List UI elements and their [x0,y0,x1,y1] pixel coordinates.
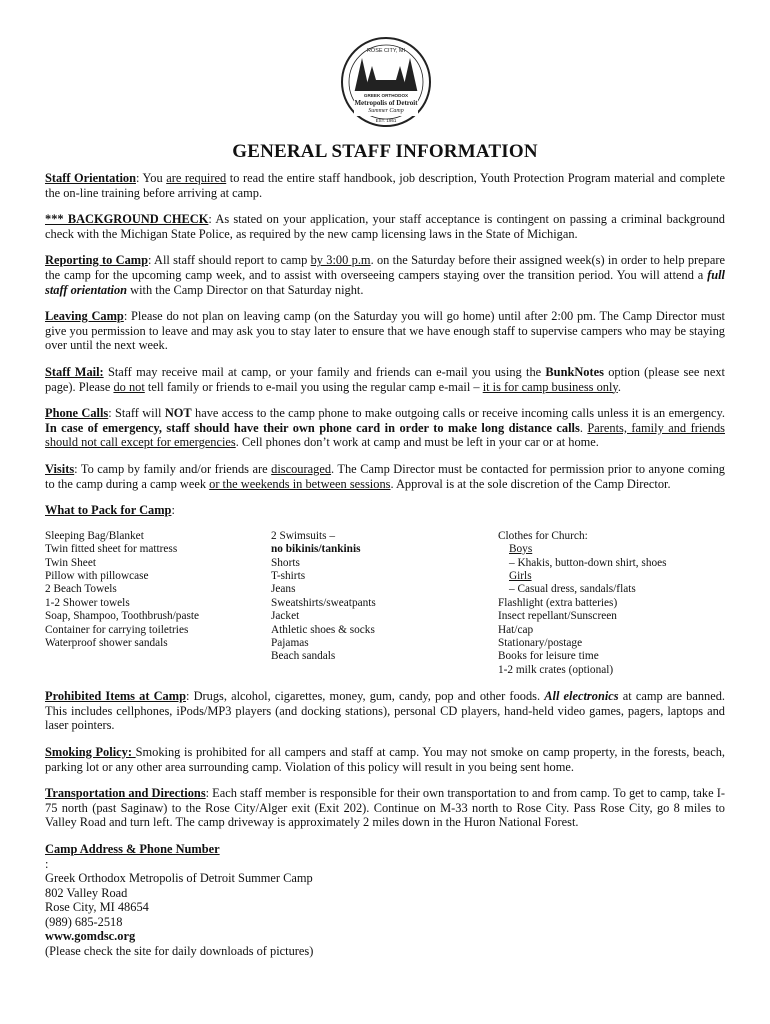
transport-paragraph: Transportation and Directions: Each staff member is responsible for their own transportation to and from camp. To get to camp, take I-75 north (past Saginaw) to the Rose City/Alger exit (Exit 202). Continue on M-33 north to Rose City. Pass Rose City, go 8 miles to Valley Road and turn left. The camp driveway is approximately 2 miles down in the Huron National Forest. [45,786,725,830]
list-item: Flashlight (extra batteries) [498,596,618,609]
pack-column-2 [271,530,498,677]
list-item: Girls – Casual dress, sandals/flats [509,569,636,596]
phone-number: (989) 685-2518 [45,914,123,929]
list-item: Pillow with pillowcase [45,569,149,582]
list-item: Clothes for Church: [498,529,588,542]
mail-paragraph: Staff Mail: Staff may receive mail at camp, or your family and friends can e-mail you using the BunkNotes option (please see next page). Please do not tell family or friends to e-mail you using the regular camp e-mail – it is for camp business only. [45,364,725,394]
list-item: Books for leisure time [498,650,599,663]
logo-top-text: ROSE CITY, MI [366,48,406,54]
list-item: Jacket [271,610,300,623]
list-item: Stationary/postage [498,636,583,649]
leaving-paragraph: Leaving Camp: Please do not plan on leaving camp (on the Saturday you will go home) until after 2:00 pm. The Camp Director must give you permission to leave and may ask you to stay later to ensure that we have enough staff to supervise campers who may be staying over until the next week. [45,309,725,353]
visits-paragraph: Visits: To camp by family and/or friends are discouraged. The Camp Director must be contacted for permission prior to anyone coming to the camp during a camp week or the weekends in between sessions. Approval is at the sole discretion of the Camp Director. [45,461,725,491]
leaving-label: Leaving Camp [45,309,124,324]
list-item: 1-2 Shower towels [45,596,130,609]
address-label: Camp Address & Phone Number [45,841,220,856]
list-item: Insect repellant/Sunscreen [498,610,617,623]
list-item: Beach sandals [271,650,336,663]
list-item: Twin Sheet [45,556,96,569]
orientation-label: Staff Orientation [45,171,136,185]
list-item: Pajamas [271,636,309,649]
page-title: GENERAL STAFF INFORMATION [232,141,538,162]
pack-label: What to Pack for Camp [45,503,172,518]
list-item: Soap, Shampoo, Toothbrush/paste [45,610,200,623]
pack-heading: What to Pack for Camp: [45,503,175,518]
visits-label: Visits [45,461,75,476]
list-item: Boys – Khakis, button-down shirt, shoes [509,543,667,569]
list-item: Twin fitted sheet for mattress [45,543,178,556]
pack-list [45,530,725,677]
logo-line3: Summer Camp [368,108,404,114]
address-line: Rose City, MI 48654 [45,900,149,915]
list-item: Hat/cap [498,623,534,636]
camp-logo [340,36,432,128]
list-item: Waterproof shower sandals [45,636,168,649]
orientation-paragraph: Staff Orientation: You are required to read the entire staff handbook, job description, Youth Protection Program material and complete the on-line training before arriving at camp. [45,171,725,200]
list-item: 2 Beach Towels [45,583,117,596]
phone-paragraph: Phone Calls: Staff will NOT have access to the camp phone to make outgoing calls or receive incoming calls unless it is an emergency. In case of emergency, staff should have their own phone card in order to make long distance calls. Parents, family and friends should not call except for emergencies. Cell phones don’t work at camp and must be left in your car or at home. [45,406,726,450]
prohibited-label: Prohibited Items at Camp [45,689,186,704]
list-item: T-shirts [271,569,306,582]
pack-column-1 [45,530,271,677]
website-link[interactable]: www.gomdsc.org [45,929,136,944]
logo-line1: GREEK ORTHODOX [363,93,409,98]
phone-label: Phone Calls [45,406,109,421]
list-item: 2 Swimsuits – no bikinis/tankinis [271,529,361,556]
smoking-paragraph: Smoking Policy: Smoking is prohibited for all campers and staff at camp. You may not smoke on camp property, in the forests, beach, parking lot or any other area surrounding camp. Violation of this policy will result in you being sent home. [45,744,725,774]
document-body [45,171,725,959]
transport-label: Transportation and Directions [45,786,206,801]
list-item: Container for carrying toiletries [45,623,189,636]
reporting-paragraph: Reporting to Camp: All staff should report to camp by 3:00 p.m. on the Saturday before their assigned week(s) in order to help prepare the camp for the upcoming camp week, and to assist with overseeing campers staying over the transition period. You will attend a full staff orientation with the Camp Director on that Saturday night. [45,253,726,297]
list-item: 1-2 milk crates (optional) [498,663,614,676]
address-line: 802 Valley Road [45,885,128,900]
prohibited-paragraph: Prohibited Items at Camp: Drugs, alcohol, cigarettes, money, gum, candy, pop and other foods. All electronics at camp are banned. This includes cellphones, iPods/MP3 players (and docking stations), personal CD players, hand-held video games, pagers, laptops and laser pointers. [45,689,726,733]
list-item: Athletic shoes & socks [271,623,375,636]
address-line: Greek Orthodox Metropolis of Detroit Summer Camp [45,871,313,886]
reporting-label: Reporting to Camp [45,253,148,268]
list-item: Sleeping Bag/Blanket [45,529,144,542]
logo-line2: Metropolis of Detroit [354,99,418,107]
list-item: Shorts [271,556,300,569]
address-block: Camp Address & Phone Number : Greek Orthodox Metropolis of Detroit Summer Camp 802 Valley Road Rose City, MI 48654 (989) 685-2518 www.gomdsc.org (Please check the site for daily downloads of pictures) [45,842,725,959]
smoking-label: Smoking Policy: [45,744,136,759]
list-item: Jeans [271,583,296,596]
list-item: Sweatshirts/sweatpants [271,596,376,609]
background-label: *** BACKGROUND CHECK [45,212,209,227]
logo-est: EST. 1951 [375,118,397,123]
background-paragraph: *** BACKGROUND CHECK: As stated on your application, your staff acceptance is contingent on passing a criminal background check with the Michigan State Police, as required by the new camp licensing laws in the State of Michigan. [45,212,725,241]
mail-label: Staff Mail: [45,364,104,379]
pack-column-3 [498,530,725,677]
